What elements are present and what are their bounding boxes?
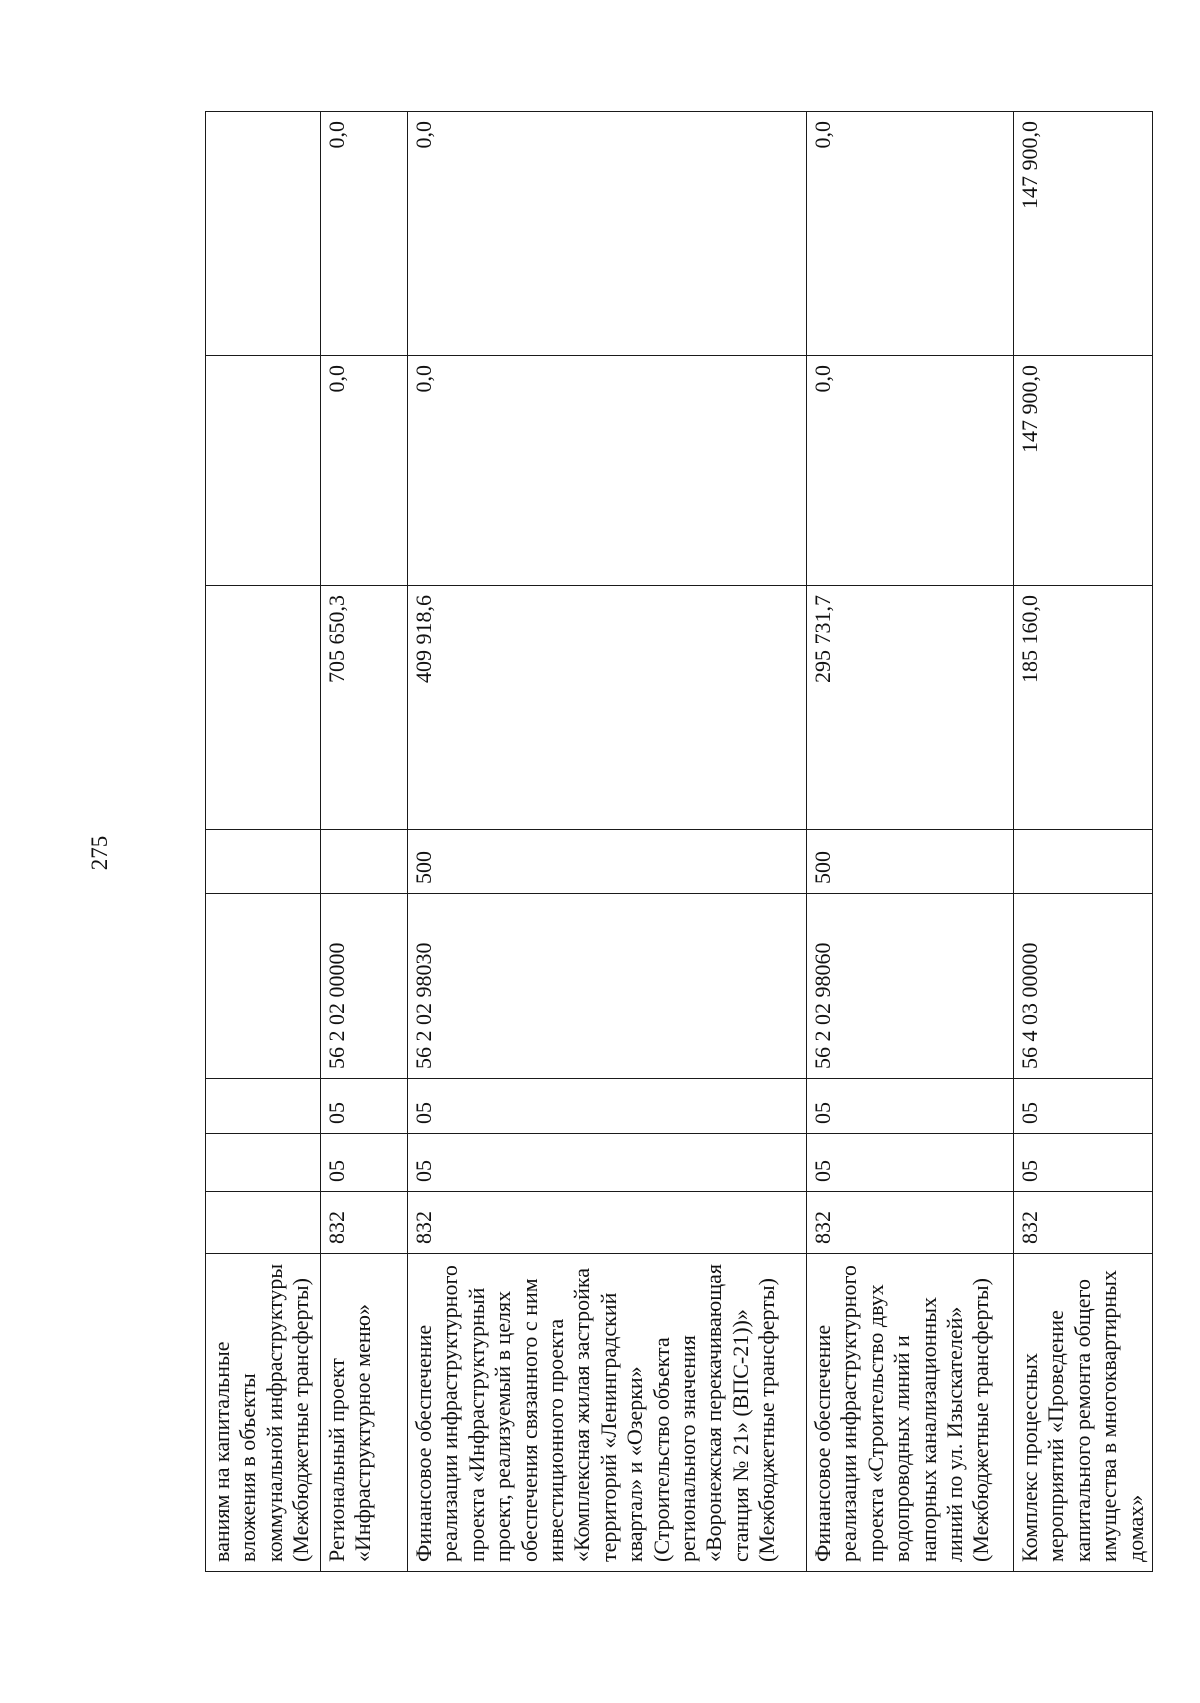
cell-subsection: 05 xyxy=(321,1079,408,1134)
cell-sum-3 xyxy=(206,112,321,356)
cell-expense xyxy=(1014,830,1153,894)
cell-admin: 832 xyxy=(408,1192,807,1254)
cell-admin: 832 xyxy=(1014,1192,1153,1254)
cell-sum-1: 295 731,7 xyxy=(807,586,1014,830)
cell-sum-2: 0,0 xyxy=(807,356,1014,586)
cell-sum-3: 0,0 xyxy=(408,112,807,356)
cell-sum-3: 0,0 xyxy=(807,112,1014,356)
budget-table xyxy=(205,111,1153,1572)
table-row xyxy=(408,112,807,1572)
cell-sum-3: 147 900,0 xyxy=(1014,112,1153,356)
cell-sum-2: 0,0 xyxy=(321,356,408,586)
cell-expense: 500 xyxy=(408,830,807,894)
cell-subsection: 05 xyxy=(408,1079,807,1134)
cell-name: Финансовое обеспечение реализации инфраструктурного проекта «Инфраструктурный проект, реализуемый в целях обеспечения связанного с ним инвестиционного проекта «Комплексная жилая застройка территорий «Ленинградский квартал» и «Озерки» (Строительство объекта регионального значения «Воронежская перекачивающая станция № 21» (ВПС-21))» (Межбюджетные трансферты) xyxy=(408,1254,807,1572)
cell-expense xyxy=(206,830,321,894)
cell-sum-2: 0,0 xyxy=(408,356,807,586)
cell-sum-2 xyxy=(206,356,321,586)
cell-admin xyxy=(206,1192,321,1254)
cell-sum-1: 185 160,0 xyxy=(1014,586,1153,830)
cell-name: Комплекс процессных мероприятий «Проведение капитального ремонта общего имущества в многоквартирных домах» xyxy=(1014,1254,1153,1572)
cell-admin: 832 xyxy=(807,1192,1014,1254)
table-row xyxy=(807,112,1014,1572)
cell-sum-1: 705 650,3 xyxy=(321,586,408,830)
cell-expense: 500 xyxy=(807,830,1014,894)
cell-expense xyxy=(321,830,408,894)
cell-section: 05 xyxy=(807,1134,1014,1192)
page-number: 275 xyxy=(87,835,112,871)
cell-target: 56 4 03 00000 xyxy=(1014,894,1153,1079)
table-row xyxy=(321,112,408,1572)
cell-subsection: 05 xyxy=(807,1079,1014,1134)
cell-name: ваниям на капитальные вложения в объекты коммунальной инфраструктуры (Межбюджетные трансферты) xyxy=(206,1254,321,1572)
cell-target: 56 2 02 98030 xyxy=(408,894,807,1079)
cell-target: 56 2 02 98060 xyxy=(807,894,1014,1079)
cell-section xyxy=(206,1134,321,1192)
cell-name: Региональный проект «Инфраструктурное меню» xyxy=(321,1254,408,1572)
budget-table-rotated xyxy=(205,112,1148,1572)
cell-target xyxy=(206,894,321,1079)
cell-subsection: 05 xyxy=(1014,1079,1153,1134)
cell-sum-1: 409 918,6 xyxy=(408,586,807,830)
cell-name: Финансовое обеспечение реализации инфраструктурного проекта «Строительство двух водопроводных линий и напорных канализационных линий по ул. Изыскателей» (Межбюджетные трансферты) xyxy=(807,1254,1014,1572)
cell-admin: 832 xyxy=(321,1192,408,1254)
cell-section: 05 xyxy=(1014,1134,1153,1192)
cell-target: 56 2 02 00000 xyxy=(321,894,408,1079)
cell-sum-2: 147 900,0 xyxy=(1014,356,1153,586)
cell-sum-1 xyxy=(206,586,321,830)
table-row xyxy=(1014,112,1153,1572)
cell-subsection xyxy=(206,1079,321,1134)
cell-sum-3: 0,0 xyxy=(321,112,408,356)
cell-section: 05 xyxy=(321,1134,408,1192)
cell-section: 05 xyxy=(408,1134,807,1192)
table-row xyxy=(206,112,321,1572)
